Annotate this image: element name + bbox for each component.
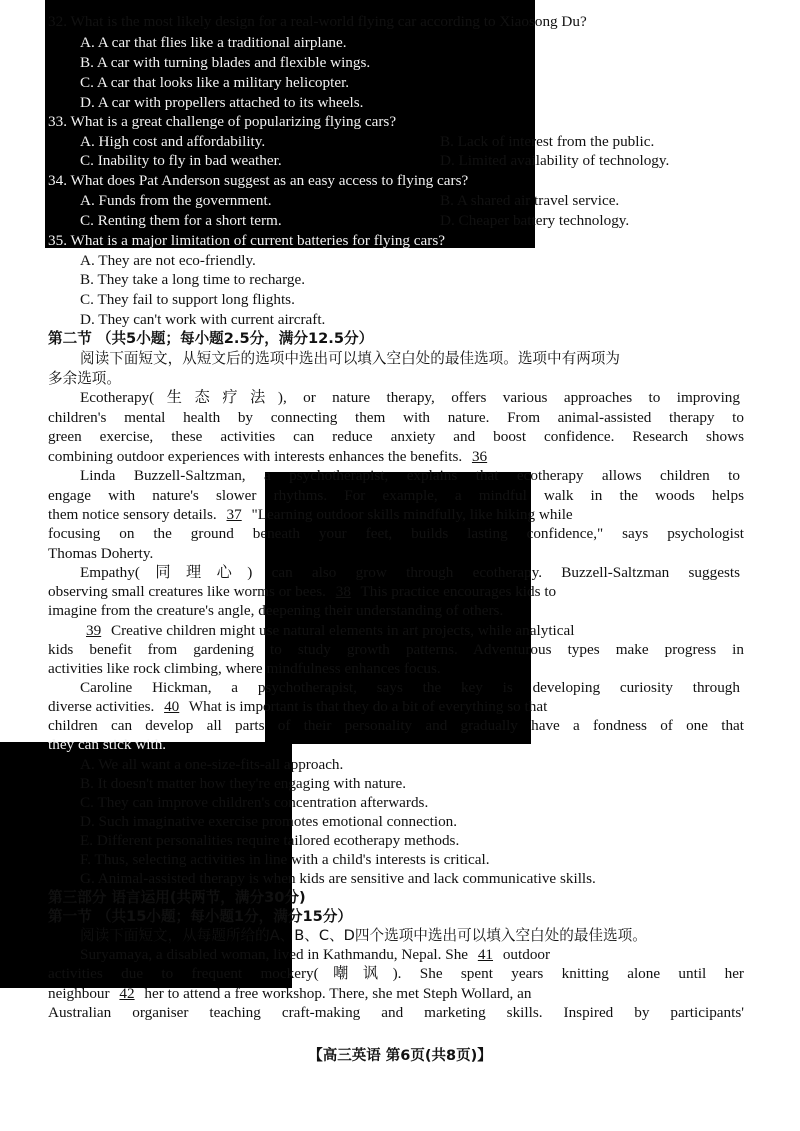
q32-option-a: A. A car that flies like a traditional airplane. [80, 34, 347, 51]
passage-text: diverse activities. [48, 698, 155, 715]
q34-option-c: C. Renting them for a short term. [80, 212, 282, 229]
q32-option-c: C. A car that looks like a military helicopter. [80, 74, 350, 91]
passage-text: them notice sensory details. [48, 506, 217, 523]
q33-option-a: A. High cost and affordability. [80, 133, 266, 150]
passage-text: her to attend a free workshop. There, she met Steph Wollard, an [144, 985, 532, 1002]
q32-stem: 32. What is the most likely design for a real-world flying car according to Xiaosong Du? [48, 13, 587, 30]
passage-line: Empathy(同理心) can also grow through ecotherapy. Buzzell-Saltzman suggests [80, 564, 740, 581]
section2-instruction-2: 多余选项。 [48, 370, 121, 387]
passage-line: activities like rock climbing, where mindfulness enhances focus. [48, 660, 441, 677]
page-footer: 【高三英语 第6页(共8页)】 [308, 1048, 492, 1064]
passage-line: focusing on the ground beneath your feet, builds lasting confidence," says psychologist [48, 525, 744, 542]
blank-36: 36 [471, 448, 488, 465]
q35-option-b: B. They take a long time to recharge. [80, 271, 306, 288]
passage-line: children can develop all parts of their personality and gradually have a fondness of one that [48, 717, 744, 734]
passage-line: engage with nature's slower rhythms. For example, a mindful walk in the woods helps [48, 487, 744, 504]
part3-section1: 第一节 （共15小题；每小题1分，满分15分） [48, 908, 352, 925]
blank-38: 38 [335, 583, 351, 600]
option-a: A. We all want a one-size-fits-all approach. [80, 756, 344, 773]
passage-line: they can stick with. [48, 736, 167, 753]
passage-text: combining outdoor experiences with interests enhances the benefits. [48, 448, 463, 465]
q35-option-d: D. They can't work with current aircraft. [80, 311, 326, 328]
passage-line: green exercise, these activities can reduce anxiety and boost confidence. Research shows [48, 428, 744, 445]
q33-option-d: D. Limited availability of technology. [440, 152, 670, 169]
passage-line: imagine from the creature's angle, deepening their understanding of others. [48, 602, 504, 619]
part3-header: 第三部分 语言运用(共两节，满分30分) [48, 889, 306, 906]
section2-header: 第二节 （共5小题；每小题2.5分，满分12.5分） [48, 330, 374, 347]
passage-line: Thomas Doherty. [48, 545, 154, 562]
q32-option-d: D. A car with propellers attached to its wheels. [80, 94, 364, 111]
q35-option-a: A. They are not eco-friendly. [80, 252, 256, 269]
section2-instruction-1: 阅读下面短文，从短文后的选项中选出可以填入空白处的最佳选项。选项中有两项为 [80, 350, 620, 367]
blank-41: 41 [477, 946, 494, 963]
passage-line: Australian organiser teaching craft-making and marketing skills. Inspired by participants' [48, 1004, 744, 1021]
option-b: B. It doesn't matter how they're engaging with nature. [80, 775, 407, 792]
part3-instruction: 阅读下面短文，从每题所给的A、B、C、D四个选项中选出可以填入空白处的最佳选项。 [80, 927, 647, 944]
passage-line [80, 945, 550, 964]
option-c: C. They can improve children's concentration afterwards. [80, 794, 429, 811]
passage-text: This practice encourages kids to [360, 583, 557, 600]
passage-line [48, 505, 573, 524]
option-g: G. Animal-assisted therapy is when kids are sensitive and lack communicative skills. [80, 870, 596, 887]
blank-39: 39 [86, 622, 102, 639]
q34-option-d: D. Cheaper battery technology. [440, 212, 630, 229]
passage-line [48, 582, 556, 601]
passage-text: outdoor [502, 946, 551, 963]
q33-stem: 33. What is a great challenge of popularizing flying cars? [48, 113, 397, 130]
blank-37: 37 [226, 506, 242, 523]
passage-text: observing small creatures like worms or bees. [48, 583, 326, 600]
passage-text: neighbour [48, 985, 110, 1002]
passage-line: Ecotherapy(生态疗法), or nature therapy, offers various approaches to improving [80, 389, 740, 406]
blank-40: 40 [164, 698, 180, 715]
passage-line: children's mental health by connecting them with nature. From animal-assisted therapy to [48, 409, 744, 426]
passage-line: activities due to frequent mockery(嘲讽). She spent years knitting alone until her [48, 965, 744, 982]
q32-option-b: B. A car with turning blades and flexible wings. [80, 54, 371, 71]
passage-line: Linda Buzzell-Saltzman, a psychotherapist, explains that ecotherapy allows children to [80, 467, 740, 484]
q34-option-a: A. Funds from the government. [80, 192, 272, 209]
passage-text: Creative children might use natural elements in art projects, while analytical [110, 622, 575, 639]
passage-line: Caroline Hickman, a psychotherapist, says the key is developing curiosity through [80, 679, 740, 696]
q33-option-c: C. Inability to fly in bad weather. [80, 152, 282, 169]
option-d: D. Such imaginative exercise promotes emotional connection. [80, 813, 458, 830]
passage-text: Suryamaya, a disabled woman, lived in Kathmandu, Nepal. She [80, 946, 469, 963]
q35-option-c: C. They fail to support long flights. [80, 291, 295, 308]
q34-stem: 34. What does Pat Anderson suggest as an easy access to flying cars? [48, 172, 469, 189]
passage-text: "Learning outdoor skills mindfully, like hiking while [251, 506, 573, 523]
option-e: E. Different personalities require tailored ecotherapy methods. [80, 832, 460, 849]
passage-line [48, 697, 547, 716]
passage-line [48, 447, 493, 466]
q35-stem: 35. What is a major limitation of current batteries for flying cars? [48, 232, 445, 249]
q33-option-b: B. Lack of interest from the public. [440, 133, 655, 150]
q34-option-b: B. A shared air travel service. [440, 192, 620, 209]
option-f: F. Thus, selecting activities in line with a child's interests is critical. [80, 851, 490, 868]
passage-line [48, 984, 531, 1003]
blank-42: 42 [119, 985, 135, 1002]
passage-line [80, 621, 574, 640]
passage-text: What is important is that they do a bit of everything so that [188, 698, 548, 715]
passage-line: kids benefit from gardening to study growth patterns. Adventurous types make progress in [48, 641, 744, 658]
